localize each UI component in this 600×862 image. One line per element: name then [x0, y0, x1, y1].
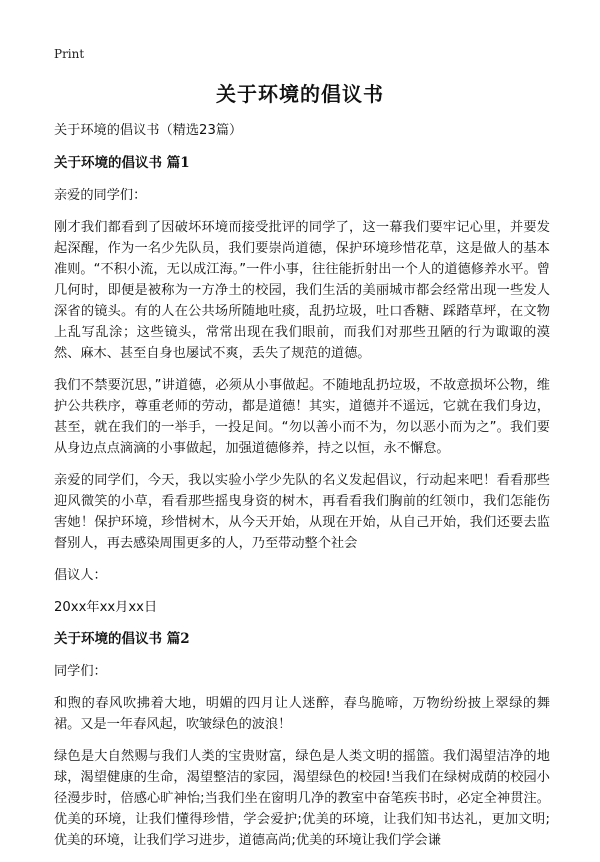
section-2 [54, 629, 550, 851]
document-body [54, 120, 550, 862]
print-link[interactable]: Print [54, 47, 85, 61]
salutation: 亲爱的同学们： [54, 188, 147, 203]
salutation: 同学们： [54, 664, 107, 679]
paragraph: 刚才我们都看到了因破坏环境而接受批评的同学了，这一幕我们要牢记心里，并要发起深醒，作为一名少先队员，我们要崇尚道德，保护环境珍惜花草，这是做人的基本准则。“不积小流，无以成江海。”一件小事，往往能折射出一个人的道德修养水平。曾几何时，即便是被称为一方净土的校园，我们生活的美丽城市都会经常出现一些发人深省的镜头。有的人在公共场所随地吐痰，乱扔垃圾，吐口香糖、踩踏草坪，在文物上乱写乱涂；这些镜头，常常出现在我们眼前，而我们对那些丑陋的行为诹诹的漠然、麻木、甚至自身也屡试不爽，丢失了规范的道德。 [54, 220, 550, 361]
section-heading: 关于环境的倡议书 篇1 [54, 155, 190, 171]
paragraph: 亲爱的同学们，今天，我以实验小学少先队的名义发起倡议，行动起来吧！看看那些迎风微笑的小草，看看那些摇曳身资的树木，再看看我们胸前的红领巾，我们怎能伤害她！保护环境，珍惜树木，从今天开始，从现在开始，从自己开始，我们还要去监督别人，再去感染周围更多的人，乃至带动整个社会 [54, 473, 550, 551]
paragraph: 和煦的春风吹拂着大地，明媚的四月让人迷醉，春鸟脆啼，万物纷纷披上翠绿的舞裙。又是一年春风起，吹皱绿色的波浪！ [54, 696, 550, 732]
paragraph: 我们不禁要沉思，”讲道德，必须从小事做起。不随地乱扔垃圾，不故意损坏公物，维护公共秩序，尊重老师的劳动，都是道德！其实，道德并不遥远，它就在我们身边，甚至，就在我们的一举手，一投足间。“勿以善小而不为，勿以恶小而为之”。我们要从身边点点滴滴的小事做起，加强道德修养，持之以恒，永不懈怠。 [54, 378, 550, 456]
date-line: 20xx年xx月xx日 [54, 600, 158, 615]
section-1 [54, 153, 550, 618]
section-heading: 关于环境的倡议书 篇2 [54, 631, 190, 647]
document-subtitle: 关于环境的倡议书（精选23篇） [54, 123, 243, 138]
paragraph: 绿色是大自然赐与我们人类的宝贵财富，绿色是人类文明的摇篮。我们渴望洁净的地球，渴望健康的生命，渴望整洁的家园，渴望绿色的校园!当我们在绿树成荫的校园小径漫步时，倍感心旷神怡;当我们坐在窗明几净的教室中奋笔疾书时，必定全神贯注。优美的环境，让我们懂得珍惜，学会爱护;优美的环境，让我们知书达礼，更加文明;优美的环境，让我们学习进步，道德高尚;优美的环境让我们学会谦 [54, 749, 550, 848]
signer-line: 倡议人： [54, 568, 107, 583]
document-title: 关于环境的倡议书 [216, 82, 384, 106]
